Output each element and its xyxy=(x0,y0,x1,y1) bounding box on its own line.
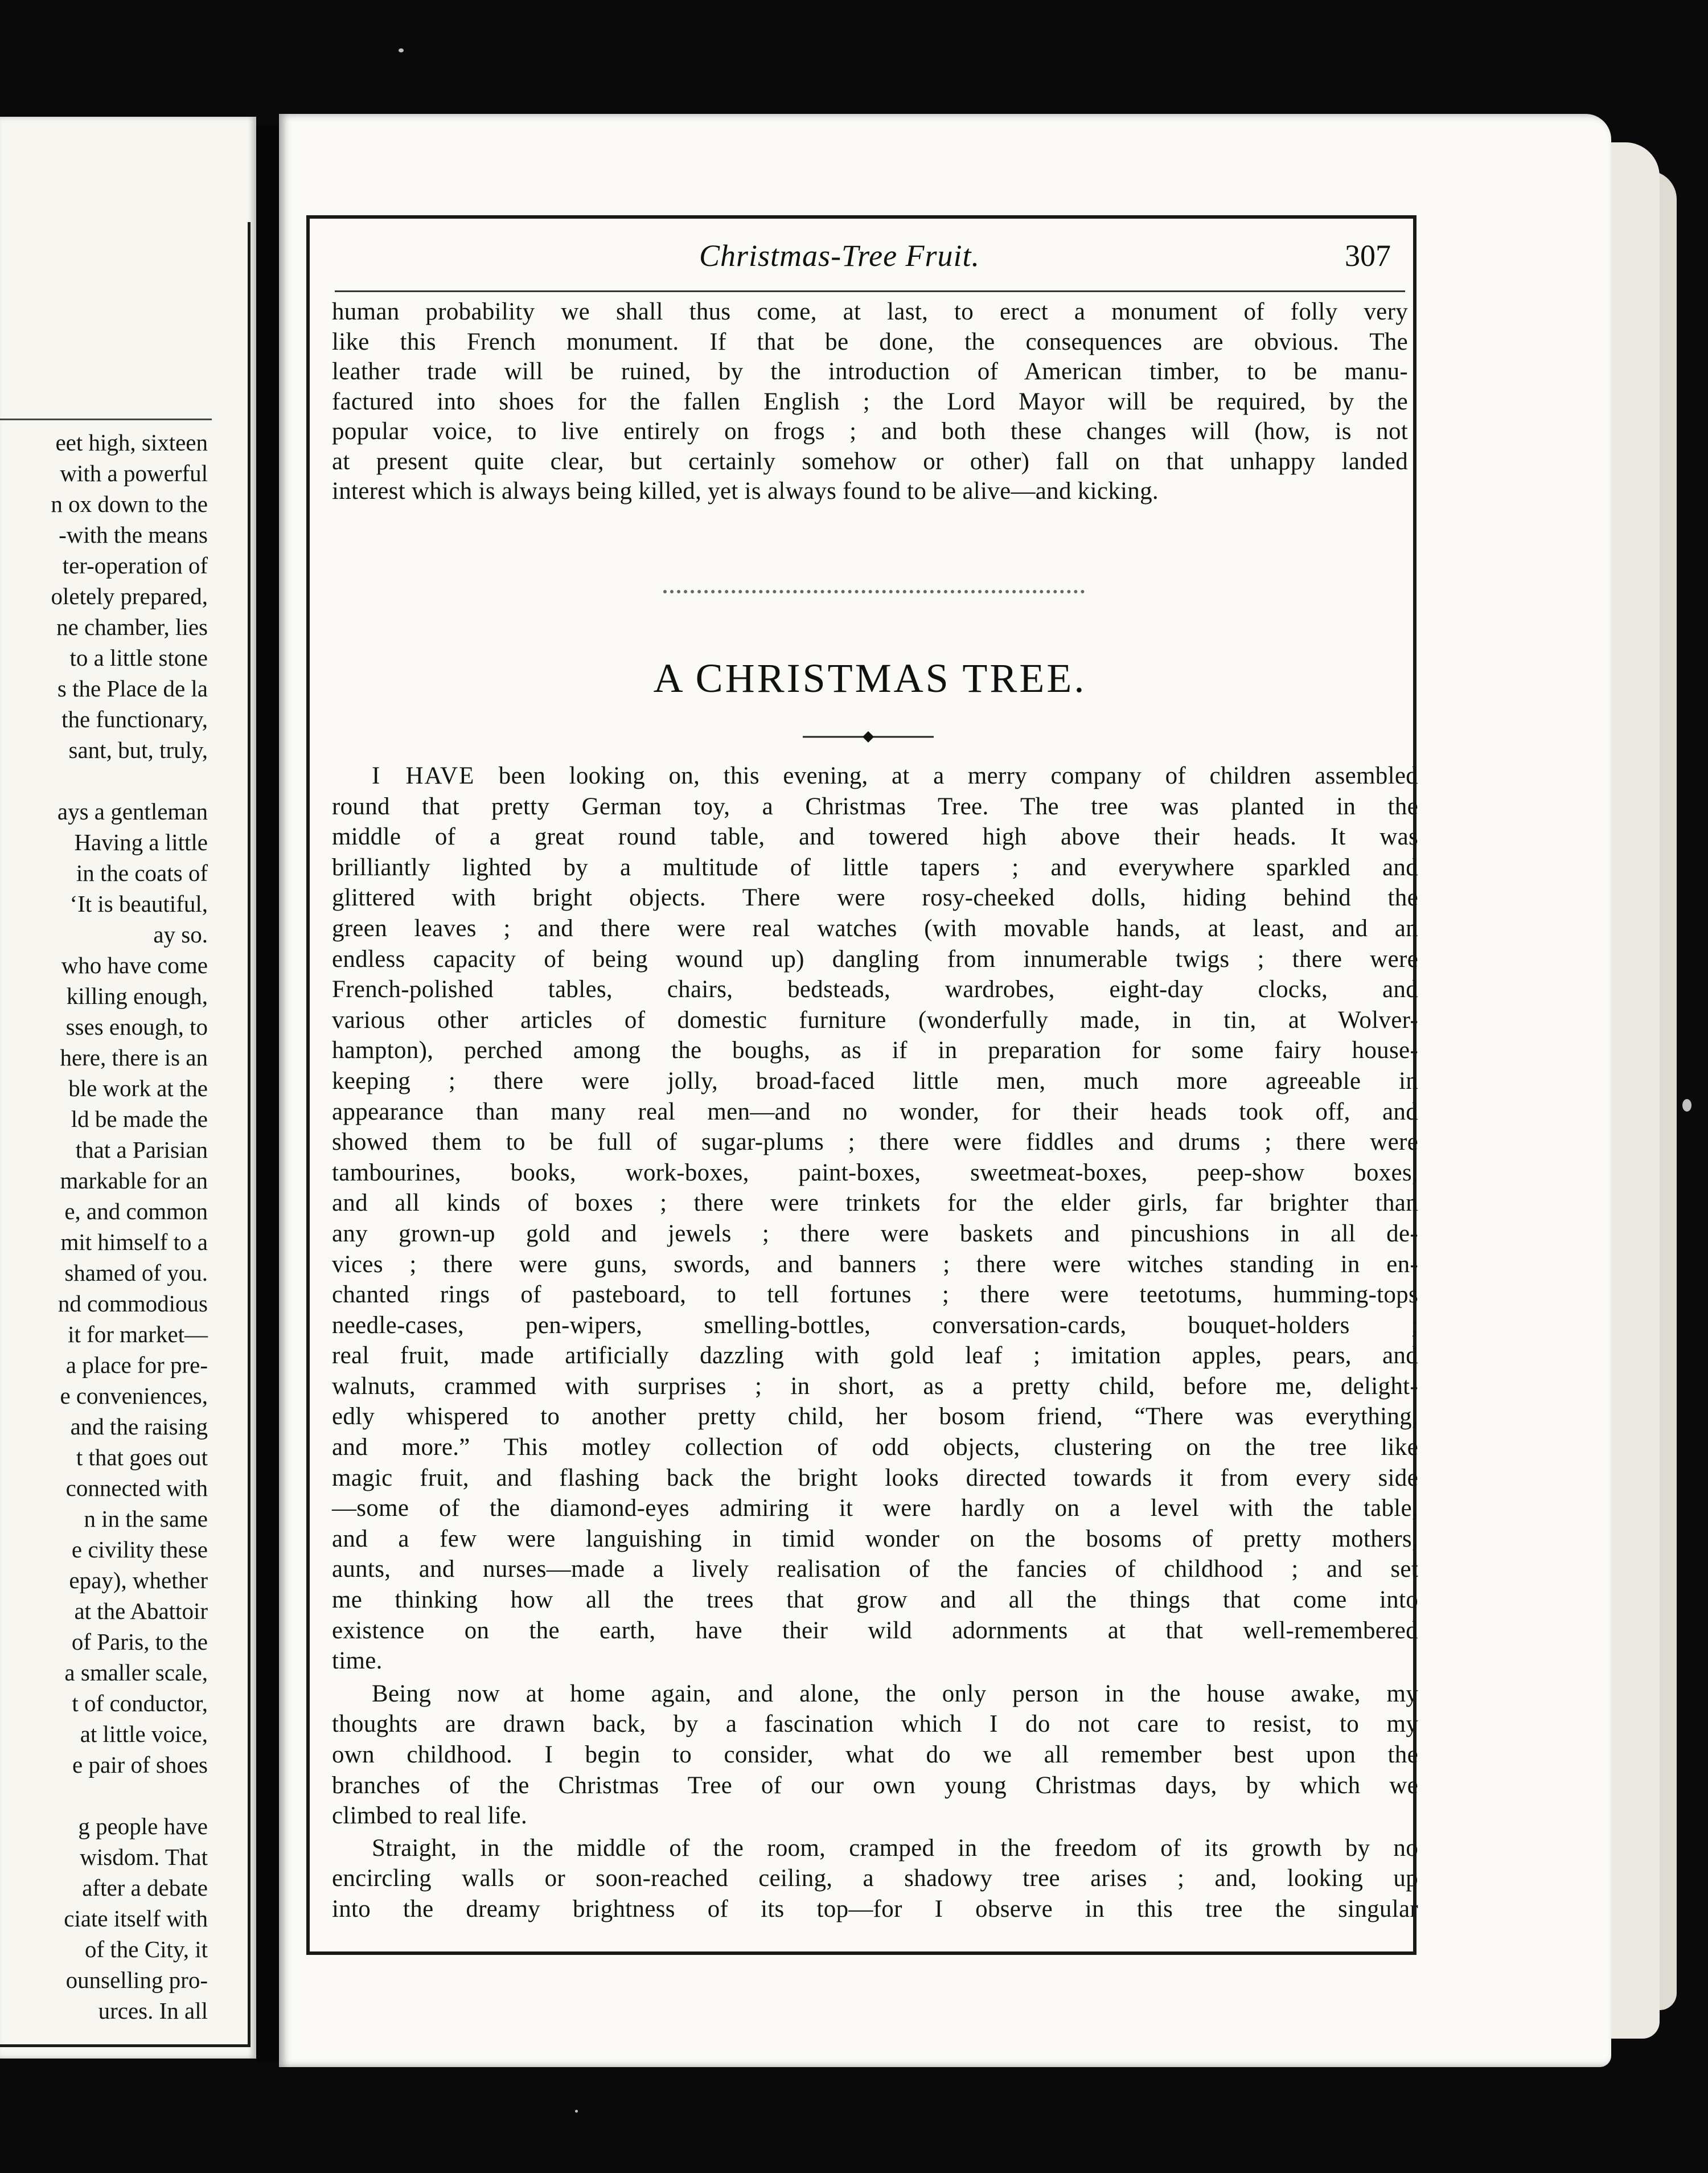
previous-page-line: oletely prepared, xyxy=(51,583,208,609)
page-header xyxy=(335,232,1405,284)
previous-page-text xyxy=(0,427,208,2026)
previous-page-line: connected with xyxy=(65,1475,208,1501)
text-line: Being now at home again, and alone, the only person in the house awake, my xyxy=(372,1680,1418,1707)
text-line: like this French monument. If that be done, the consequences are obvious. The xyxy=(332,328,1408,355)
text-line xyxy=(332,761,1418,792)
previous-page-line: urces. In all xyxy=(98,1998,208,2024)
previous-page-line: n in the same xyxy=(84,1506,208,1532)
previous-page-line: a place for pre- xyxy=(65,1352,208,1378)
previous-page-line: nd commodious xyxy=(58,1290,208,1317)
previous-page-line: to a little stone xyxy=(69,645,208,671)
text-line: middle of a great round table, and towered high above their heads. It was xyxy=(332,823,1418,851)
previous-page-line: ne chamber, lies xyxy=(56,614,208,640)
previous-page-line: epay), whether xyxy=(69,1567,208,1593)
previous-page-line: n ox down to the xyxy=(51,491,208,517)
previous-page-line: t of conductor, xyxy=(72,1690,208,1716)
text-line: real fruit, made artificially dazzling with gold leaf ; imitation apples, pears, and xyxy=(332,1342,1418,1370)
text-line: branches of the Christmas Tree of our own young Christmas days, by which we xyxy=(332,1772,1418,1799)
text-line: walnuts, crammed with surprises ; in short, as a pretty child, before me, delight- xyxy=(332,1372,1418,1400)
text-line: me thinking how all the trees that grow and all the things that come into xyxy=(332,1586,1418,1614)
previous-page-line: at little voice, xyxy=(80,1721,208,1747)
text-line: French-polished tables, chairs, bedsteads, wardrobes, eight-day clocks, and xyxy=(332,976,1418,1003)
previous-page-line: after a debate xyxy=(82,1875,208,1901)
previous-page-line: at the Abattoir xyxy=(74,1598,208,1624)
text-line: round that pretty German toy, a Christmas Tree. The tree was planted in the xyxy=(332,793,1418,820)
previous-page-line: shamed of you. xyxy=(64,1260,208,1286)
previous-article-text xyxy=(332,297,1408,507)
previous-page-line xyxy=(0,1780,208,1811)
dust-speck xyxy=(575,2110,578,2113)
previous-page-line: mit himself to a xyxy=(60,1229,208,1255)
previous-page-line: ter-operation of xyxy=(62,552,208,579)
text-line: and more.” This motley collection of odd objects, clustering on the tree like xyxy=(332,1434,1418,1461)
text-line: hampton), perched among the boughs, as if in preparation for some fairy house- xyxy=(332,1037,1418,1064)
text-line: vices ; there were guns, swords, and banners ; there were witches standing in en- xyxy=(332,1250,1418,1278)
text-line: popular voice, to live entirely on frogs ; and both these changes will (how, is not xyxy=(332,418,1408,445)
header-rule xyxy=(335,290,1405,292)
text-line: factured into shoes for the fallen English ; the Lord Mayor will be required, by the xyxy=(332,388,1408,415)
text-line: and a few were languishing in timid wonder on the bosoms of pretty mothers, xyxy=(332,1525,1418,1552)
text-line: keeping ; there were jolly, broad-faced little men, much more agreeable in xyxy=(332,1067,1418,1094)
text-line: various other articles of domestic furniture (wonderfully made, in tin, at Wolver- xyxy=(332,1006,1418,1034)
previous-page-header-rule xyxy=(0,419,212,420)
article-body xyxy=(332,761,1418,1926)
text-line: showed them to be full of sugar-plums ; there were fiddles and drums ; there were xyxy=(332,1129,1418,1156)
diamond-ornament-icon xyxy=(803,730,934,744)
previous-page-line: e conveniences, xyxy=(60,1383,208,1409)
text-line: appearance than many real men—and no wonder, for their heads took off, and xyxy=(332,1098,1418,1125)
text-line: magic fruit, and flashing back the bright looks directed towards it from every side xyxy=(332,1464,1418,1491)
previous-page-line: here, there is an xyxy=(60,1044,208,1071)
text-line: existence on the earth, have their wild adornments at that well-remembered xyxy=(332,1617,1418,1644)
previous-page-line: ciate itself with xyxy=(64,1905,208,1932)
dust-speck xyxy=(399,48,404,52)
previous-page-line: markable for an xyxy=(60,1167,208,1194)
text-line: tambourines, books, work-boxes, paint-boxes, sweetmeat-boxes, peep-show boxes, xyxy=(332,1159,1418,1186)
text-line: leather trade will be ruined, by the introduction of American timber, to be manu- xyxy=(332,358,1408,385)
text-line: —some of the diamond-eyes admiring it were hardly on a level with the table, xyxy=(332,1495,1418,1522)
paragraph xyxy=(332,761,1418,1676)
paragraph xyxy=(332,1679,1418,1831)
paragraph xyxy=(332,1833,1418,1925)
previous-page-line: wisdom. That xyxy=(80,1844,208,1870)
text-line: aunts, and nurses—made a lively realisation of the fancies of childhood ; and set xyxy=(332,1556,1418,1583)
text-line: Straight, in the middle of the room, cramped in the freedom of its growth by no xyxy=(372,1834,1418,1862)
lead-in: I HAVE xyxy=(372,762,475,789)
previous-page-line: e pair of shoes xyxy=(72,1752,208,1778)
previous-page-line: eet high, sixteen xyxy=(55,429,208,456)
text-line: and all kinds of boxes ; there were trinkets for the elder girls, far brighter than xyxy=(332,1190,1418,1217)
text-line: encircling walls or soon-reached ceiling, a shadowy tree arises ; and, looking up xyxy=(332,1865,1418,1892)
previous-page-line: Having a little xyxy=(74,829,208,855)
text-line: into the dreamy brightness of its top—for I observe in this tree the singular xyxy=(332,1895,1418,1922)
previous-page-line: t that goes out xyxy=(76,1444,208,1470)
text-line: green leaves ; and there were real watches (with movable hands, at least, and an xyxy=(332,915,1418,942)
previous-page-line: the functionary, xyxy=(61,706,208,732)
text-line: own childhood. I begin to consider, what do we all remember best upon the xyxy=(332,1741,1418,1768)
text-line: thoughts are drawn back, by a fascination which I do not care to resist, to my xyxy=(332,1711,1418,1738)
previous-page-line: ld be made the xyxy=(71,1106,208,1132)
previous-page-line: it for market— xyxy=(68,1321,208,1347)
running-head: Christmas-Tree Fruit. xyxy=(699,239,980,273)
text-line: climbed to real life. xyxy=(332,1802,527,1830)
previous-page-line: e, and common xyxy=(64,1198,208,1224)
previous-page-line: sant, but, truly, xyxy=(68,737,208,763)
text-line: edly whispered to another pretty child, her bosom friend, “There was everything, xyxy=(332,1403,1418,1430)
previous-page-line: ble work at the xyxy=(68,1075,208,1101)
text-line-rest: been looking on, this evening, at a merry company of children assembled xyxy=(475,762,1419,789)
previous-page-line: ‘It is beautiful, xyxy=(69,891,208,917)
previous-page-line: of Paris, to the xyxy=(71,1629,208,1655)
previous-page-line: with a powerful xyxy=(60,460,208,486)
article-title: A CHRISTMAS TREE. xyxy=(653,655,1087,701)
previous-page-line: ays a gentleman xyxy=(57,798,208,825)
previous-page-line: a smaller scale, xyxy=(64,1659,208,1686)
text-line: brilliantly lighted by a multitude of little tapers ; and everywhere sparkled and xyxy=(332,854,1418,881)
text-line: human probability we shall thus come, at last, to erect a monument of folly very xyxy=(332,298,1408,325)
previous-page-line: of the City, it xyxy=(85,1936,208,1962)
text-line: time. xyxy=(332,1647,383,1675)
previous-page-line: -with the means xyxy=(59,522,208,548)
text-line: any grown-up gold and jewels ; there were baskets and pincushions in all de- xyxy=(332,1220,1418,1247)
previous-page-line: ay so. xyxy=(153,921,208,948)
text-line: glittered with bright objects. There were rosy-cheeked dolls, hiding behind the xyxy=(332,884,1418,912)
previous-page-line: killing enough, xyxy=(66,983,208,1009)
text-line: chanted rings of pasteboard, to tell fortunes ; there were teetotums, humming-tops xyxy=(332,1281,1418,1309)
previous-page-line: e civility these xyxy=(71,1536,208,1563)
text-line: at present quite clear, but certainly somehow or other) fall on that unhappy landed xyxy=(332,448,1408,475)
previous-page-line: sses enough, to xyxy=(65,1014,208,1040)
text-line: needle-cases, pen-wipers, smelling-bottles, conversation-cards, bouquet-holders ; xyxy=(332,1311,1418,1339)
text-line: interest which is always being killed, yet is always found to be alive—and kicking. xyxy=(332,478,1159,505)
previous-page-line: s the Place de la xyxy=(57,675,208,702)
previous-page-line: who have come xyxy=(61,952,208,978)
page-number: 307 xyxy=(1345,239,1391,273)
dust-speck xyxy=(1682,1099,1691,1112)
previous-page xyxy=(0,117,256,2059)
text-line: endless capacity of being wound up) dangling from innumerable twigs ; there were xyxy=(332,945,1418,973)
previous-page-line: ounselling pro- xyxy=(65,1967,208,1993)
previous-page-line: in the coats of xyxy=(76,860,208,886)
previous-page-line: that a Parisian xyxy=(75,1137,208,1163)
book-gutter xyxy=(256,125,279,2061)
section-divider xyxy=(663,590,1085,593)
previous-page-line: g people have xyxy=(78,1813,208,1839)
previous-page-line xyxy=(0,765,208,796)
previous-page-line: and the raising xyxy=(70,1413,208,1440)
